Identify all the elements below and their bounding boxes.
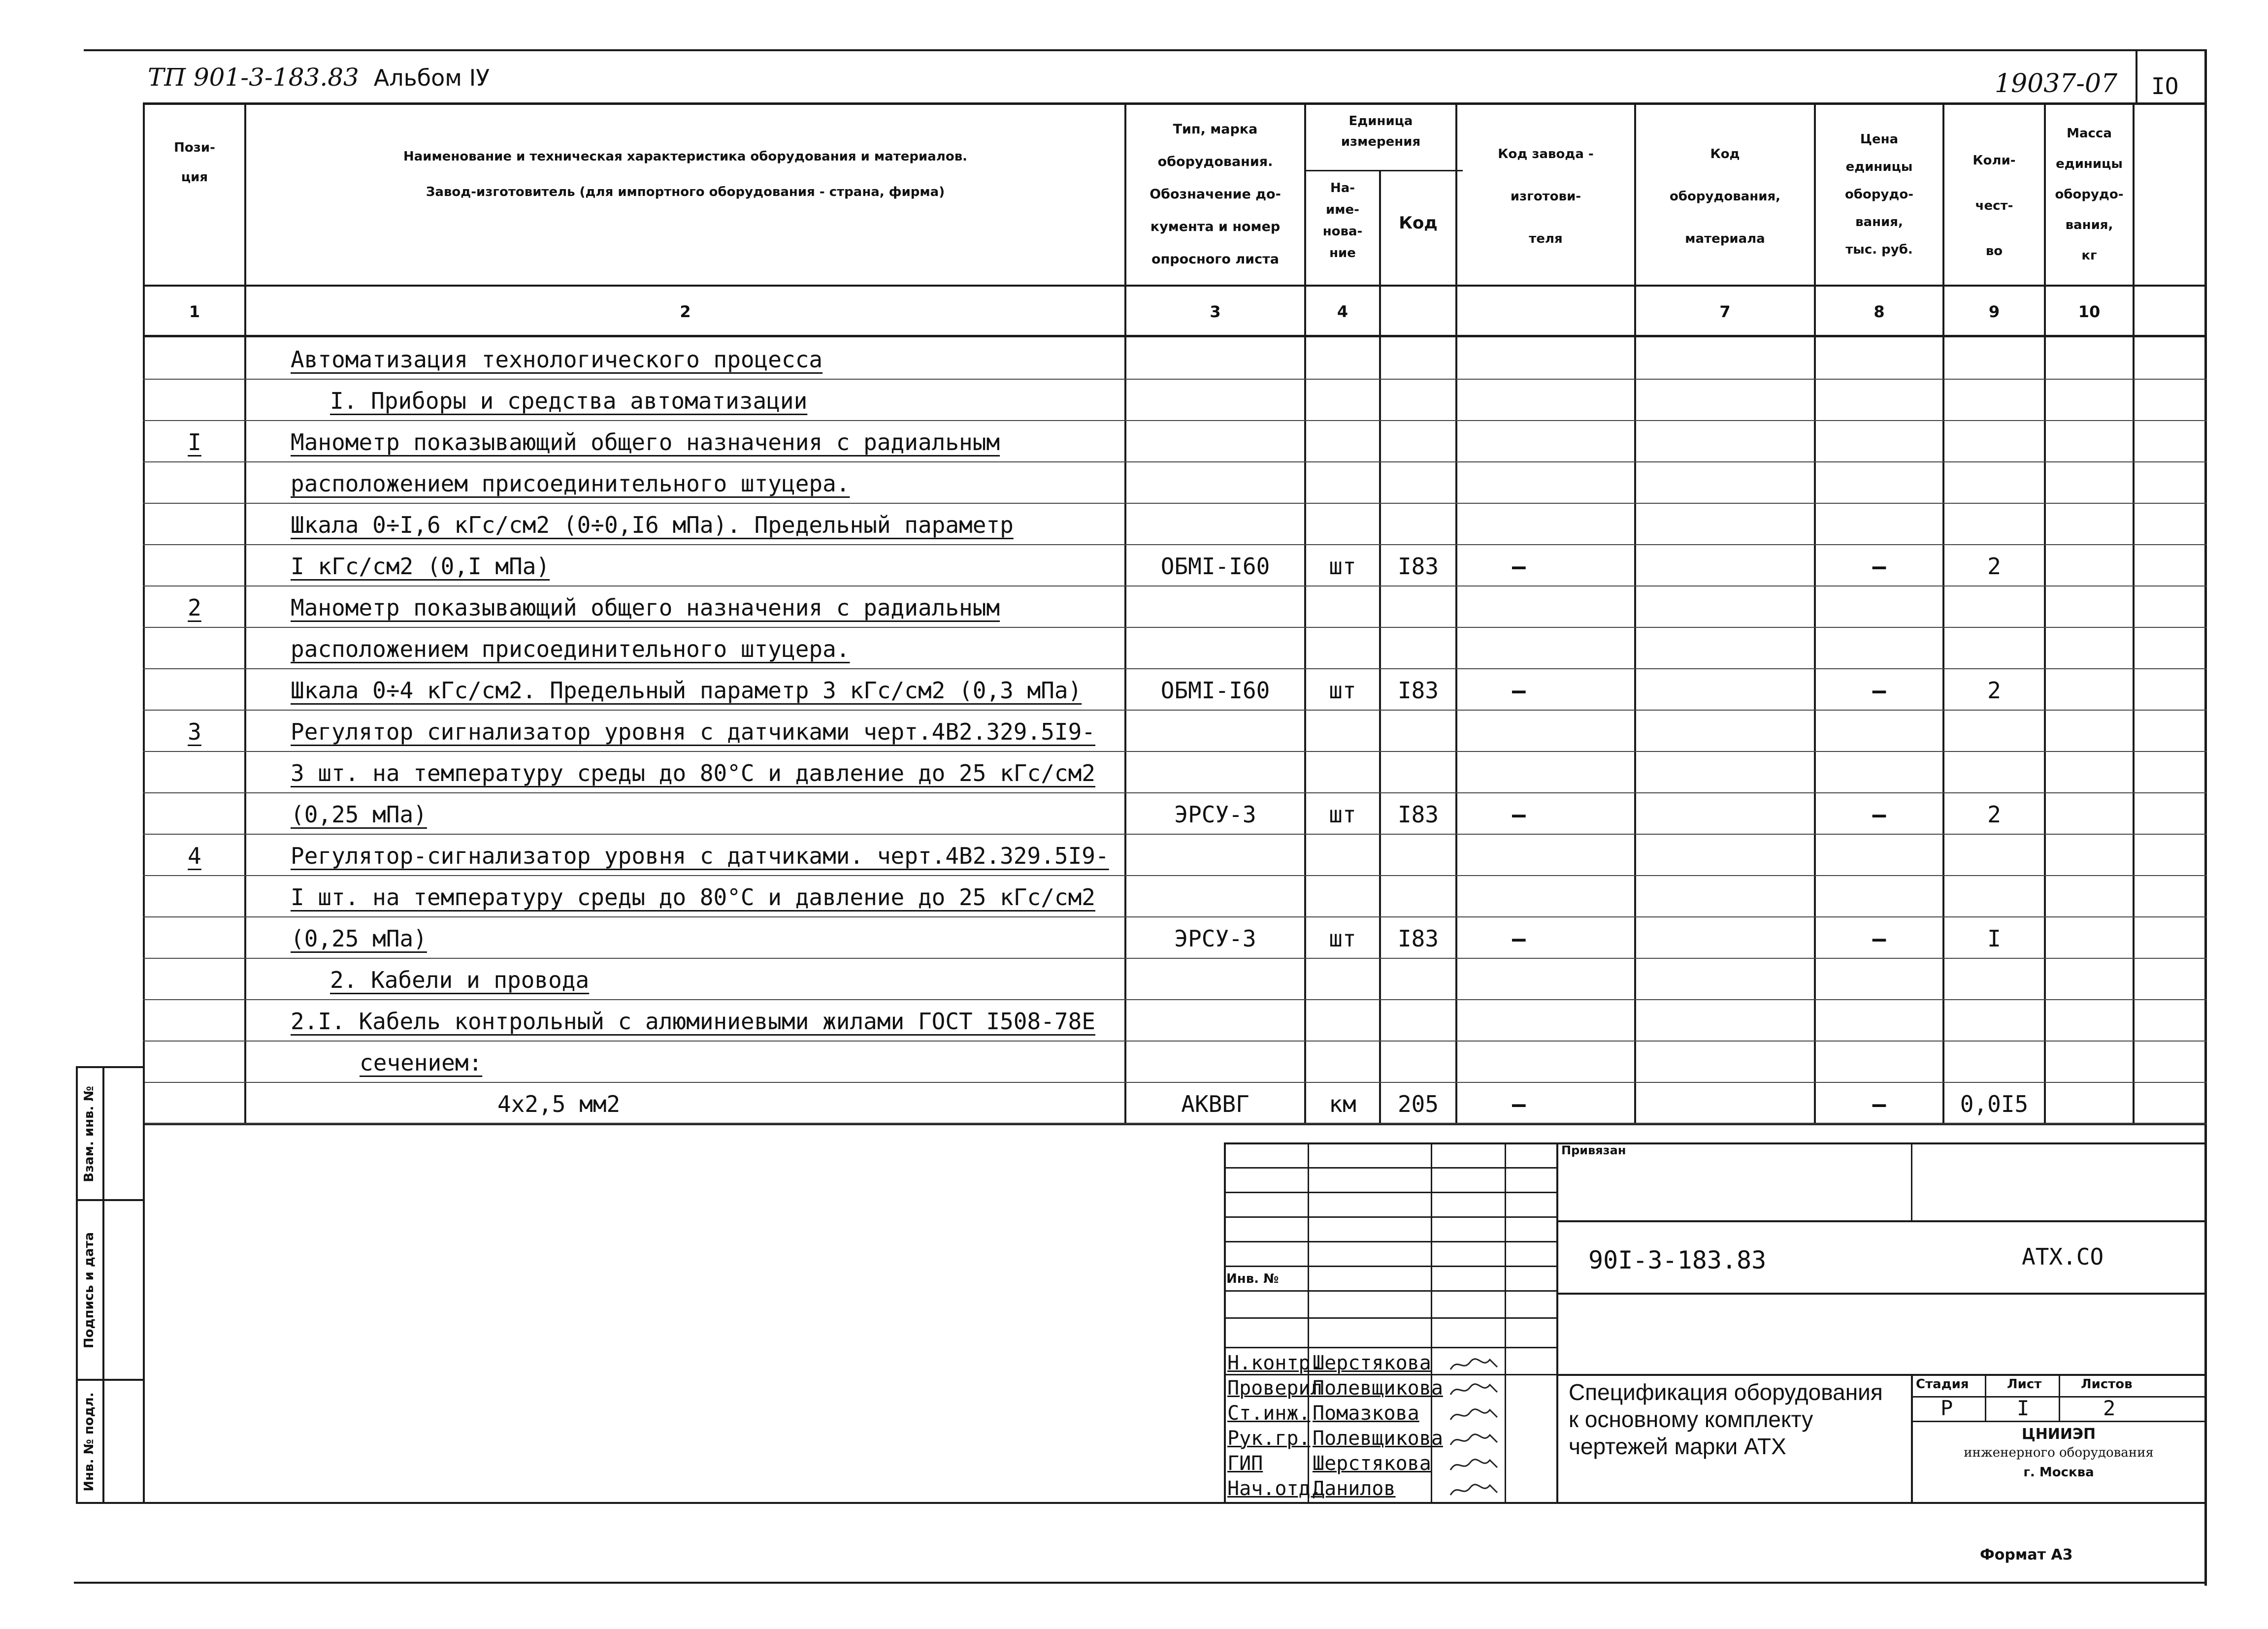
signature-mark xyxy=(1448,1355,1502,1376)
staff-name: Данилов xyxy=(1313,1477,1396,1500)
row-position: 2 xyxy=(188,594,201,621)
staff-name: Помазкова xyxy=(1313,1402,1419,1425)
staff-role: Ст.инж. xyxy=(1227,1402,1311,1425)
tb-title-line-3: чертежей марки АТХ xyxy=(1569,1434,1786,1459)
row-name: сечением: xyxy=(360,1049,483,1076)
signature-mark xyxy=(1448,1455,1502,1477)
page-number-divider xyxy=(2136,49,2137,103)
header-price: Цена единицы оборудо- вания, тыс. руб. xyxy=(1844,132,1914,257)
row-quantity: 2 xyxy=(1987,677,2001,704)
row-unit: шт xyxy=(1329,801,1356,828)
row-name: Шкала 0÷I,6 кГс/см2 (0÷0,I6 мПа). Предельный параметр xyxy=(291,512,1014,538)
header-qty: Коли- чест- во xyxy=(1972,153,2016,259)
signature-mark xyxy=(1448,1380,1502,1401)
header-maker-code: Код завода - изготови- теля xyxy=(1498,147,1594,246)
row-type: ОБМI-I60 xyxy=(1160,553,1270,580)
unit-subheader-line xyxy=(1305,170,1463,171)
side-stamp-bottom xyxy=(76,1502,2206,1504)
tb-grid-h2 xyxy=(1224,1192,1556,1193)
row-quantity: I xyxy=(1987,925,2001,952)
tb-org-name: ЦНИИЭП xyxy=(2021,1426,2096,1443)
row-position: 3 xyxy=(188,718,201,745)
tb-grid-h4 xyxy=(1224,1241,1556,1242)
tb-h-docnum xyxy=(1556,1293,2206,1295)
row-name: расположением присоединительного штуцера. xyxy=(291,470,850,497)
row-name: Манометр показывающий общего назначения с радиальным xyxy=(291,429,1000,456)
row-name: Регулятор-сигнализатор уровня с датчиками. черт.4В2.329.5I9- xyxy=(291,843,1109,869)
staff-name: Полевщикова xyxy=(1313,1377,1443,1400)
tb-grid-h1 xyxy=(1224,1167,1556,1169)
row-type: ЭРСУ-3 xyxy=(1174,801,1256,828)
vline-mass xyxy=(2133,102,2135,1125)
row-type: ЭРСУ-3 xyxy=(1174,925,1256,952)
tb-v-stage-1 xyxy=(1985,1374,1986,1421)
tb-h-stage-value xyxy=(1911,1421,2206,1422)
header-unit-code: Код xyxy=(1399,213,1438,233)
row-price: – xyxy=(1872,677,1886,704)
colnum-10: 10 xyxy=(2078,302,2101,321)
row-price: – xyxy=(1872,801,1886,828)
staff-role: Нач.отд. xyxy=(1227,1477,1322,1500)
vline-unit xyxy=(1379,170,1381,1125)
row-type: АКВВГ xyxy=(1181,1091,1249,1117)
side-stamp-top xyxy=(76,1066,145,1068)
tb-stage-value: Р xyxy=(1940,1396,1953,1420)
tb-title-line-2: к основному комплекту xyxy=(1569,1406,1813,1432)
stamp-number: 19037-07 xyxy=(1995,69,2118,98)
header-type: Тип, марка оборудования. Обозначение до- кумента и номер опросного листа xyxy=(1150,122,1281,267)
tb-sheets-value: 2 xyxy=(2103,1396,2116,1420)
row-name: Автоматизация технологического процесса xyxy=(291,346,823,373)
row-unit-code: 205 xyxy=(1397,1091,1439,1117)
row-name: I шт. на температуру среды до 80°С и давление до 25 кГс/см2 xyxy=(291,884,1095,911)
frame-top-line xyxy=(84,49,2206,51)
row-maker-code: – xyxy=(1512,801,1526,828)
side-stamp-outer-left xyxy=(76,1066,78,1503)
row-name: 2. Кабели и провода xyxy=(330,967,590,993)
row-unit: шт xyxy=(1329,553,1356,580)
staff-name: Шерстякова xyxy=(1313,1452,1431,1475)
tb-stage-label: Стадия xyxy=(1916,1377,1969,1392)
tb-sheets-label: Листов xyxy=(2081,1377,2133,1392)
tb-org-dept: инженерного оборудования xyxy=(1964,1445,2154,1460)
tb-privyazan-label: Привязан xyxy=(1561,1143,1626,1157)
tb-sheet-value: I xyxy=(2017,1396,2030,1420)
row-position: I xyxy=(188,429,201,456)
tb-mark: АТХ.СО xyxy=(2022,1243,2104,1270)
row-unit-code: I83 xyxy=(1397,677,1439,704)
row-price: – xyxy=(1872,925,1886,952)
colnum-1: 1 xyxy=(189,302,200,321)
side-label-signature: Подпись и дата xyxy=(82,1232,97,1349)
row-price: – xyxy=(1872,1091,1886,1117)
tb-inv-label: Инв. № xyxy=(1226,1271,1279,1286)
row-quantity: 2 xyxy=(1987,553,2001,580)
header-position: Пози- ция xyxy=(174,140,215,185)
side-stamp-div1 xyxy=(76,1199,145,1201)
header-equip-code: Код оборудования, материала xyxy=(1669,147,1781,246)
signature-mark xyxy=(1448,1430,1502,1452)
tb-doc-number: 90I-3-183.83 xyxy=(1588,1246,1767,1274)
row-name: Шкала 0÷4 кГс/см2. Предельный параметр 3 кГс/см2 (0,3 мПа) xyxy=(291,677,1082,704)
row-maker-code: – xyxy=(1512,553,1526,580)
colnum-2: 2 xyxy=(680,302,691,321)
row-name: (0,25 мПа) xyxy=(291,801,427,828)
row-unit: шт xyxy=(1329,677,1356,704)
album-text: Альбом IУ xyxy=(373,65,490,91)
signature-mark xyxy=(1448,1480,1502,1502)
row-name: 3 шт. на температуру среды до 80°С и давление до 25 кГс/см2 xyxy=(291,760,1095,786)
row-quantity: 2 xyxy=(1987,801,2001,828)
row-maker-code: – xyxy=(1512,677,1526,704)
side-stamp-right xyxy=(143,1066,145,1503)
staff-role: Н.контр. xyxy=(1227,1352,1322,1374)
colnum-8: 8 xyxy=(1874,302,1885,321)
tb-grid-h8 xyxy=(1224,1347,1556,1348)
tb-title-line-1: Спецификация оборудования xyxy=(1569,1379,1883,1405)
table-top-line xyxy=(143,102,2206,105)
row-name: (0,25 мПа) xyxy=(291,925,427,952)
colnum-3: 3 xyxy=(1210,302,1221,321)
tb-h-title xyxy=(1556,1374,2206,1376)
frame-bottom-line xyxy=(74,1582,2206,1584)
row-quantity: 0,0I5 xyxy=(1960,1091,2029,1117)
header-unit-group: Единица измерения xyxy=(1341,114,1421,149)
signature-mark xyxy=(1448,1405,1502,1427)
row-position: 4 xyxy=(188,843,201,869)
staff-name: Полевщикова xyxy=(1313,1427,1443,1450)
row-price: – xyxy=(1872,553,1886,580)
tb-sheet-label: Лист xyxy=(2007,1377,2042,1392)
row-maker-code: – xyxy=(1512,925,1526,952)
frame-right-line xyxy=(2204,49,2207,1586)
row-unit-code: I83 xyxy=(1397,925,1439,952)
tb-left xyxy=(1224,1142,1226,1504)
header-mass: Масса единицы оборудо- вания, кг xyxy=(2055,126,2124,263)
row-name: 2.I. Кабель контрольный с алюминиевыми жилами ГОСТ I508-78Е xyxy=(291,1008,1095,1035)
colnum-9: 9 xyxy=(1988,302,2000,321)
tb-v-stage-2 xyxy=(2059,1374,2060,1421)
row-unit-code: I83 xyxy=(1397,801,1439,828)
row-maker-code: – xyxy=(1512,1091,1526,1117)
staff-role: Проверил xyxy=(1227,1377,1322,1400)
tb-h-privyazan xyxy=(1556,1220,2206,1222)
row-name: расположением присоединительного штуцера. xyxy=(291,636,850,662)
staff-role: ГИП xyxy=(1227,1452,1263,1475)
row-unit-code: I83 xyxy=(1397,553,1439,580)
tb-v-main xyxy=(1556,1142,1558,1504)
tb-v-signature-3 xyxy=(1505,1142,1506,1504)
tb-v-privyazan xyxy=(1911,1142,1912,1221)
colnum-4: 4 xyxy=(1337,302,1348,321)
side-label-inventory: Инв. № подл. xyxy=(82,1392,97,1492)
row-name: 4х2,5 мм2 xyxy=(497,1091,621,1117)
tb-grid-h5 xyxy=(1224,1266,1556,1267)
tb-grid-h6 xyxy=(1224,1290,1556,1292)
colnum-7: 7 xyxy=(1719,302,1731,321)
tb-grid-h7 xyxy=(1224,1317,1556,1319)
vline-pos xyxy=(244,102,246,1125)
row-unit: км xyxy=(1329,1091,1356,1117)
header-unit-name: На- име- нова- ние xyxy=(1322,181,1363,261)
row-type: ОБМI-I60 xyxy=(1160,677,1270,704)
doc-code-text: ТП 901-3-183.83 xyxy=(148,63,359,92)
document-code xyxy=(148,63,490,92)
row-name: Манометр показывающий общего назначения с радиальным xyxy=(291,594,1000,621)
page-number: IO xyxy=(2151,73,2179,99)
row-name: I. Приборы и средства автоматизации xyxy=(330,388,808,414)
staff-name: Шерстякова xyxy=(1313,1352,1431,1374)
row-unit: шт xyxy=(1329,925,1356,952)
side-label-replacement: Взам. инв. № xyxy=(82,1086,97,1182)
tb-org-city: г. Москва xyxy=(2023,1465,2094,1480)
header-name: Наименование и техническая характеристика оборудования и материалов. Завод-изготовитель (для импортного оборудования - страна, фирма) xyxy=(403,149,968,199)
tb-top xyxy=(1224,1142,2206,1144)
format-label: Формат А3 xyxy=(1980,1546,2073,1564)
tb-grid-h3 xyxy=(1224,1216,1556,1218)
staff-role: Рук.гр. xyxy=(1227,1427,1311,1450)
row-name: I кГс/см2 (0,I мПа) xyxy=(291,553,550,580)
side-stamp-inner xyxy=(102,1066,104,1503)
row-name: Регулятор сигнализатор уровня с датчиками черт.4В2.329.5I9- xyxy=(291,718,1095,745)
